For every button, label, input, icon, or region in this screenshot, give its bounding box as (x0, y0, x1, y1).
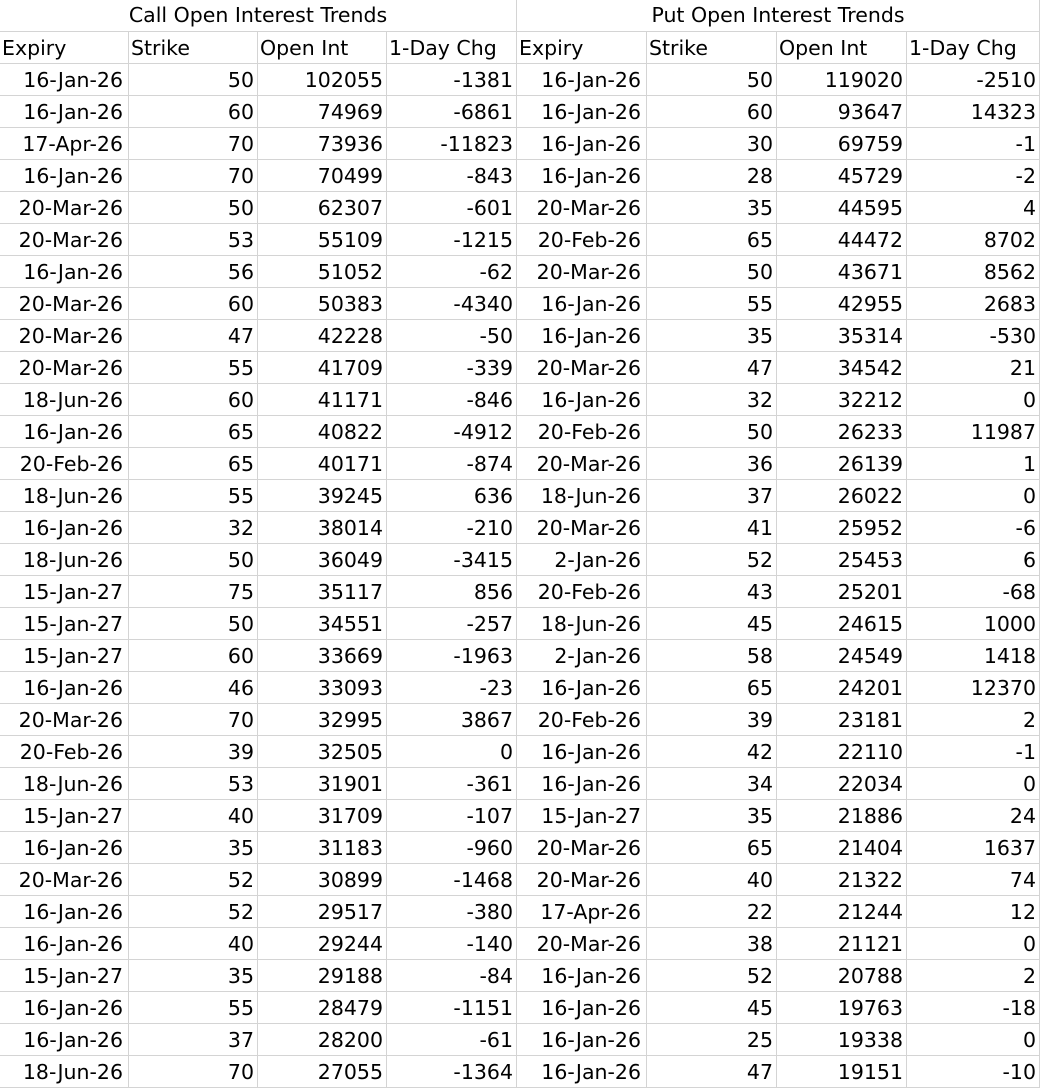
cell-call-1day-chg[interactable]: -50 (387, 320, 517, 352)
cell-put-strike[interactable]: 35 (647, 800, 777, 832)
cell-call-1day-chg[interactable]: -4912 (387, 416, 517, 448)
cell-put-open-int[interactable]: 19151 (777, 1056, 907, 1088)
cell-put-expiry[interactable]: 2-Jan-26 (517, 544, 647, 576)
cell-put-strike[interactable]: 38 (647, 928, 777, 960)
cell-put-open-int[interactable]: 26233 (777, 416, 907, 448)
cell-put-strike[interactable]: 43 (647, 576, 777, 608)
cell-put-1day-chg[interactable]: 2 (907, 960, 1040, 992)
cell-call-strike[interactable]: 50 (129, 64, 258, 96)
cell-put-strike[interactable]: 50 (647, 416, 777, 448)
cell-put-strike[interactable]: 40 (647, 864, 777, 896)
cell-call-strike[interactable]: 56 (129, 256, 258, 288)
cell-call-open-int[interactable]: 74969 (258, 96, 387, 128)
cell-put-open-int[interactable]: 42955 (777, 288, 907, 320)
cell-put-open-int[interactable]: 20788 (777, 960, 907, 992)
cell-call-expiry[interactable]: 18-Jun-26 (0, 480, 129, 512)
cell-put-strike[interactable]: 37 (647, 480, 777, 512)
cell-call-expiry[interactable]: 16-Jan-26 (0, 416, 129, 448)
cell-put-strike[interactable]: 60 (647, 96, 777, 128)
cell-put-open-int[interactable]: 24201 (777, 672, 907, 704)
cell-call-1day-chg[interactable]: -361 (387, 768, 517, 800)
cell-call-strike[interactable]: 35 (129, 832, 258, 864)
cell-put-1day-chg[interactable]: 0 (907, 768, 1040, 800)
cell-call-expiry[interactable]: 16-Jan-26 (0, 512, 129, 544)
cell-call-strike[interactable]: 37 (129, 1024, 258, 1056)
cell-call-expiry[interactable]: 18-Jun-26 (0, 384, 129, 416)
cell-call-strike[interactable]: 50 (129, 608, 258, 640)
cell-put-open-int[interactable]: 23181 (777, 704, 907, 736)
cell-put-open-int[interactable]: 69759 (777, 128, 907, 160)
cell-call-expiry[interactable]: 16-Jan-26 (0, 832, 129, 864)
cell-call-expiry[interactable]: 20-Mar-26 (0, 704, 129, 736)
cell-call-1day-chg[interactable]: -1468 (387, 864, 517, 896)
cell-put-strike[interactable]: 55 (647, 288, 777, 320)
cell-call-expiry[interactable]: 20-Mar-26 (0, 288, 129, 320)
cell-call-1day-chg[interactable]: -1364 (387, 1056, 517, 1088)
cell-put-1day-chg[interactable]: 1637 (907, 832, 1040, 864)
cell-put-1day-chg[interactable]: 2 (907, 704, 1040, 736)
cell-call-1day-chg[interactable]: 3867 (387, 704, 517, 736)
cell-put-1day-chg[interactable]: 21 (907, 352, 1040, 384)
cell-call-1day-chg[interactable]: -107 (387, 800, 517, 832)
cell-call-expiry[interactable]: 15-Jan-27 (0, 960, 129, 992)
cell-call-1day-chg[interactable]: -61 (387, 1024, 517, 1056)
cell-call-open-int[interactable]: 38014 (258, 512, 387, 544)
cell-put-open-int[interactable]: 43671 (777, 256, 907, 288)
cell-call-open-int[interactable]: 29244 (258, 928, 387, 960)
cell-put-expiry[interactable]: 16-Jan-26 (517, 960, 647, 992)
cell-put-expiry[interactable]: 20-Mar-26 (517, 864, 647, 896)
cell-call-expiry[interactable]: 16-Jan-26 (0, 992, 129, 1024)
cell-put-expiry[interactable]: 16-Jan-26 (517, 288, 647, 320)
cell-put-strike[interactable]: 65 (647, 224, 777, 256)
cell-call-1day-chg[interactable]: -874 (387, 448, 517, 480)
cell-call-expiry[interactable]: 20-Mar-26 (0, 320, 129, 352)
header-call-1day-chg[interactable]: 1-Day Chg (387, 32, 517, 64)
cell-call-strike[interactable]: 70 (129, 704, 258, 736)
cell-call-expiry[interactable]: 18-Jun-26 (0, 768, 129, 800)
cell-put-1day-chg[interactable]: -68 (907, 576, 1040, 608)
cell-call-expiry[interactable]: 15-Jan-27 (0, 800, 129, 832)
cell-call-open-int[interactable]: 35117 (258, 576, 387, 608)
cell-call-open-int[interactable]: 41709 (258, 352, 387, 384)
cell-put-open-int[interactable]: 25453 (777, 544, 907, 576)
cell-call-open-int[interactable]: 39245 (258, 480, 387, 512)
cell-put-expiry[interactable]: 20-Mar-26 (517, 256, 647, 288)
cell-call-strike[interactable]: 55 (129, 480, 258, 512)
cell-call-open-int[interactable]: 31901 (258, 768, 387, 800)
cell-call-strike[interactable]: 55 (129, 352, 258, 384)
cell-put-strike[interactable]: 58 (647, 640, 777, 672)
cell-put-expiry[interactable]: 20-Feb-26 (517, 576, 647, 608)
cell-call-expiry[interactable]: 16-Jan-26 (0, 928, 129, 960)
cell-put-strike[interactable]: 25 (647, 1024, 777, 1056)
cell-put-open-int[interactable]: 35314 (777, 320, 907, 352)
cell-call-strike[interactable]: 75 (129, 576, 258, 608)
cell-put-open-int[interactable]: 19338 (777, 1024, 907, 1056)
cell-put-strike[interactable]: 41 (647, 512, 777, 544)
cell-call-expiry[interactable]: 16-Jan-26 (0, 160, 129, 192)
cell-put-expiry[interactable]: 17-Apr-26 (517, 896, 647, 928)
cell-call-open-int[interactable]: 102055 (258, 64, 387, 96)
cell-put-expiry[interactable]: 16-Jan-26 (517, 768, 647, 800)
cell-call-open-int[interactable]: 50383 (258, 288, 387, 320)
cell-put-1day-chg[interactable]: 1000 (907, 608, 1040, 640)
cell-put-1day-chg[interactable]: 74 (907, 864, 1040, 896)
cell-call-open-int[interactable]: 33669 (258, 640, 387, 672)
cell-put-open-int[interactable]: 93647 (777, 96, 907, 128)
cell-put-strike[interactable]: 47 (647, 352, 777, 384)
cell-put-expiry[interactable]: 16-Jan-26 (517, 384, 647, 416)
cell-call-1day-chg[interactable]: -140 (387, 928, 517, 960)
cell-call-1day-chg[interactable]: -3415 (387, 544, 517, 576)
cell-call-expiry[interactable]: 20-Mar-26 (0, 224, 129, 256)
cell-put-1day-chg[interactable]: 0 (907, 1024, 1040, 1056)
cell-call-open-int[interactable]: 33093 (258, 672, 387, 704)
cell-call-strike[interactable]: 53 (129, 224, 258, 256)
cell-put-strike[interactable]: 39 (647, 704, 777, 736)
cell-put-expiry[interactable]: 20-Mar-26 (517, 832, 647, 864)
cell-put-1day-chg[interactable]: -1 (907, 128, 1040, 160)
cell-put-1day-chg[interactable]: -10 (907, 1056, 1040, 1088)
cell-put-open-int[interactable]: 119020 (777, 64, 907, 96)
cell-call-1day-chg[interactable]: -339 (387, 352, 517, 384)
cell-call-open-int[interactable]: 27055 (258, 1056, 387, 1088)
cell-put-expiry[interactable]: 16-Jan-26 (517, 64, 647, 96)
cell-put-strike[interactable]: 52 (647, 960, 777, 992)
cell-call-strike[interactable]: 47 (129, 320, 258, 352)
cell-call-strike[interactable]: 70 (129, 160, 258, 192)
cell-call-expiry[interactable]: 15-Jan-27 (0, 608, 129, 640)
cell-call-strike[interactable]: 60 (129, 96, 258, 128)
cell-put-strike[interactable]: 35 (647, 320, 777, 352)
cell-call-open-int[interactable]: 29517 (258, 896, 387, 928)
cell-put-open-int[interactable]: 21322 (777, 864, 907, 896)
cell-call-expiry[interactable]: 20-Feb-26 (0, 448, 129, 480)
cell-call-strike[interactable]: 50 (129, 192, 258, 224)
cell-put-open-int[interactable]: 45729 (777, 160, 907, 192)
put-title-cell[interactable]: Put Open Interest Trends (517, 0, 1040, 32)
cell-call-expiry[interactable]: 18-Jun-26 (0, 544, 129, 576)
header-put-1day-chg[interactable]: 1-Day Chg (907, 32, 1040, 64)
cell-put-strike[interactable]: 28 (647, 160, 777, 192)
cell-put-1day-chg[interactable]: -1 (907, 736, 1040, 768)
cell-put-expiry[interactable]: 15-Jan-27 (517, 800, 647, 832)
cell-put-expiry[interactable]: 20-Mar-26 (517, 448, 647, 480)
cell-call-strike[interactable]: 52 (129, 864, 258, 896)
cell-put-1day-chg[interactable]: 1 (907, 448, 1040, 480)
cell-put-expiry[interactable]: 20-Feb-26 (517, 704, 647, 736)
cell-put-1day-chg[interactable]: 11987 (907, 416, 1040, 448)
cell-put-expiry[interactable]: 20-Mar-26 (517, 352, 647, 384)
cell-call-strike[interactable]: 65 (129, 416, 258, 448)
cell-call-strike[interactable]: 65 (129, 448, 258, 480)
cell-call-1day-chg[interactable]: -84 (387, 960, 517, 992)
cell-put-expiry[interactable]: 16-Jan-26 (517, 736, 647, 768)
cell-put-strike[interactable]: 65 (647, 672, 777, 704)
cell-call-1day-chg[interactable]: -380 (387, 896, 517, 928)
cell-put-expiry[interactable]: 20-Feb-26 (517, 224, 647, 256)
cell-put-1day-chg[interactable]: 0 (907, 384, 1040, 416)
cell-put-strike[interactable]: 22 (647, 896, 777, 928)
cell-put-1day-chg[interactable]: 1418 (907, 640, 1040, 672)
cell-put-open-int[interactable]: 24549 (777, 640, 907, 672)
cell-call-strike[interactable]: 70 (129, 128, 258, 160)
cell-call-1day-chg[interactable]: -6861 (387, 96, 517, 128)
cell-call-1day-chg[interactable]: -601 (387, 192, 517, 224)
cell-call-1day-chg[interactable]: -62 (387, 256, 517, 288)
cell-call-expiry[interactable]: 20-Mar-26 (0, 352, 129, 384)
cell-put-1day-chg[interactable]: 24 (907, 800, 1040, 832)
cell-put-open-int[interactable]: 24615 (777, 608, 907, 640)
header-call-open-int[interactable]: Open Int (258, 32, 387, 64)
cell-put-expiry[interactable]: 16-Jan-26 (517, 128, 647, 160)
cell-call-1day-chg[interactable]: -1381 (387, 64, 517, 96)
cell-put-1day-chg[interactable]: 2683 (907, 288, 1040, 320)
cell-put-open-int[interactable]: 25952 (777, 512, 907, 544)
cell-call-strike[interactable]: 39 (129, 736, 258, 768)
cell-put-expiry[interactable]: 18-Jun-26 (517, 608, 647, 640)
cell-call-1day-chg[interactable]: -846 (387, 384, 517, 416)
cell-put-open-int[interactable]: 21886 (777, 800, 907, 832)
cell-call-strike[interactable]: 50 (129, 544, 258, 576)
cell-call-expiry[interactable]: 16-Jan-26 (0, 896, 129, 928)
cell-put-expiry[interactable]: 18-Jun-26 (517, 480, 647, 512)
cell-call-strike[interactable]: 32 (129, 512, 258, 544)
cell-call-strike[interactable]: 60 (129, 640, 258, 672)
cell-call-1day-chg[interactable]: -11823 (387, 128, 517, 160)
cell-call-strike[interactable]: 52 (129, 896, 258, 928)
cell-call-open-int[interactable]: 30899 (258, 864, 387, 896)
cell-call-1day-chg[interactable]: -1963 (387, 640, 517, 672)
cell-call-expiry[interactable]: 16-Jan-26 (0, 672, 129, 704)
cell-put-strike[interactable]: 65 (647, 832, 777, 864)
cell-put-1day-chg[interactable]: -2 (907, 160, 1040, 192)
cell-put-open-int[interactable]: 19763 (777, 992, 907, 1024)
cell-call-open-int[interactable]: 41171 (258, 384, 387, 416)
cell-put-1day-chg[interactable]: 12 (907, 896, 1040, 928)
header-put-open-int[interactable]: Open Int (777, 32, 907, 64)
cell-call-open-int[interactable]: 51052 (258, 256, 387, 288)
cell-call-1day-chg[interactable]: -4340 (387, 288, 517, 320)
cell-put-expiry[interactable]: 20-Mar-26 (517, 192, 647, 224)
cell-put-strike[interactable]: 30 (647, 128, 777, 160)
cell-put-open-int[interactable]: 21121 (777, 928, 907, 960)
header-put-expiry[interactable]: Expiry (517, 32, 647, 64)
cell-call-strike[interactable]: 35 (129, 960, 258, 992)
cell-call-1day-chg[interactable]: 0 (387, 736, 517, 768)
cell-put-expiry[interactable]: 20-Feb-26 (517, 416, 647, 448)
cell-put-1day-chg[interactable]: -530 (907, 320, 1040, 352)
cell-put-open-int[interactable]: 44595 (777, 192, 907, 224)
cell-put-open-int[interactable]: 32212 (777, 384, 907, 416)
cell-call-open-int[interactable]: 34551 (258, 608, 387, 640)
cell-put-open-int[interactable]: 26022 (777, 480, 907, 512)
cell-put-open-int[interactable]: 21244 (777, 896, 907, 928)
cell-put-expiry[interactable]: 20-Mar-26 (517, 928, 647, 960)
cell-put-1day-chg[interactable]: 0 (907, 928, 1040, 960)
cell-put-1day-chg[interactable]: -6 (907, 512, 1040, 544)
cell-call-1day-chg[interactable]: 856 (387, 576, 517, 608)
cell-call-open-int[interactable]: 73936 (258, 128, 387, 160)
cell-put-expiry[interactable]: 16-Jan-26 (517, 1056, 647, 1088)
cell-put-expiry[interactable]: 20-Mar-26 (517, 512, 647, 544)
cell-call-open-int[interactable]: 32995 (258, 704, 387, 736)
cell-call-1day-chg[interactable]: -210 (387, 512, 517, 544)
cell-put-1day-chg[interactable]: 0 (907, 480, 1040, 512)
cell-call-expiry[interactable]: 16-Jan-26 (0, 96, 129, 128)
cell-call-open-int[interactable]: 31709 (258, 800, 387, 832)
cell-put-expiry[interactable]: 16-Jan-26 (517, 160, 647, 192)
cell-call-open-int[interactable]: 32505 (258, 736, 387, 768)
cell-put-strike[interactable]: 35 (647, 192, 777, 224)
cell-put-1day-chg[interactable]: 6 (907, 544, 1040, 576)
cell-put-strike[interactable]: 45 (647, 608, 777, 640)
cell-call-open-int[interactable]: 28479 (258, 992, 387, 1024)
cell-put-1day-chg[interactable]: 14323 (907, 96, 1040, 128)
cell-put-open-int[interactable]: 34542 (777, 352, 907, 384)
cell-call-open-int[interactable]: 36049 (258, 544, 387, 576)
cell-call-1day-chg[interactable]: -960 (387, 832, 517, 864)
cell-call-strike[interactable]: 70 (129, 1056, 258, 1088)
cell-call-expiry[interactable]: 16-Jan-26 (0, 256, 129, 288)
cell-put-1day-chg[interactable]: -18 (907, 992, 1040, 1024)
cell-call-open-int[interactable]: 62307 (258, 192, 387, 224)
cell-put-strike[interactable]: 34 (647, 768, 777, 800)
cell-call-1day-chg[interactable]: -843 (387, 160, 517, 192)
cell-put-strike[interactable]: 32 (647, 384, 777, 416)
cell-call-expiry[interactable]: 20-Mar-26 (0, 192, 129, 224)
cell-call-strike[interactable]: 60 (129, 288, 258, 320)
cell-put-1day-chg[interactable]: 4 (907, 192, 1040, 224)
cell-call-expiry[interactable]: 16-Jan-26 (0, 1024, 129, 1056)
cell-put-1day-chg[interactable]: 12370 (907, 672, 1040, 704)
cell-call-1day-chg[interactable]: -257 (387, 608, 517, 640)
cell-put-expiry[interactable]: 16-Jan-26 (517, 96, 647, 128)
cell-put-1day-chg[interactable]: 8702 (907, 224, 1040, 256)
header-call-expiry[interactable]: Expiry (0, 32, 129, 64)
cell-put-strike[interactable]: 50 (647, 256, 777, 288)
cell-put-1day-chg[interactable]: 8562 (907, 256, 1040, 288)
header-put-strike[interactable]: Strike (647, 32, 777, 64)
cell-call-expiry[interactable]: 15-Jan-27 (0, 576, 129, 608)
cell-put-open-int[interactable]: 22034 (777, 768, 907, 800)
cell-put-open-int[interactable]: 25201 (777, 576, 907, 608)
cell-call-strike[interactable]: 40 (129, 928, 258, 960)
cell-put-expiry[interactable]: 2-Jan-26 (517, 640, 647, 672)
cell-call-open-int[interactable]: 40822 (258, 416, 387, 448)
cell-put-1day-chg[interactable]: -2510 (907, 64, 1040, 96)
cell-put-strike[interactable]: 36 (647, 448, 777, 480)
cell-put-strike[interactable]: 42 (647, 736, 777, 768)
cell-call-strike[interactable]: 55 (129, 992, 258, 1024)
cell-call-expiry[interactable]: 18-Jun-26 (0, 1056, 129, 1088)
cell-put-strike[interactable]: 47 (647, 1056, 777, 1088)
cell-call-open-int[interactable]: 40171 (258, 448, 387, 480)
cell-call-1day-chg[interactable]: -1215 (387, 224, 517, 256)
cell-call-expiry[interactable]: 17-Apr-26 (0, 128, 129, 160)
cell-call-open-int[interactable]: 31183 (258, 832, 387, 864)
cell-put-expiry[interactable]: 16-Jan-26 (517, 1024, 647, 1056)
cell-put-strike[interactable]: 50 (647, 64, 777, 96)
cell-call-open-int[interactable]: 55109 (258, 224, 387, 256)
header-call-strike[interactable]: Strike (129, 32, 258, 64)
cell-call-expiry[interactable]: 16-Jan-26 (0, 64, 129, 96)
cell-call-1day-chg[interactable]: -23 (387, 672, 517, 704)
cell-call-expiry[interactable]: 20-Feb-26 (0, 736, 129, 768)
cell-put-open-int[interactable]: 21404 (777, 832, 907, 864)
cell-call-strike[interactable]: 46 (129, 672, 258, 704)
cell-put-strike[interactable]: 45 (647, 992, 777, 1024)
cell-call-strike[interactable]: 60 (129, 384, 258, 416)
cell-put-expiry[interactable]: 16-Jan-26 (517, 992, 647, 1024)
cell-put-expiry[interactable]: 16-Jan-26 (517, 320, 647, 352)
cell-put-open-int[interactable]: 22110 (777, 736, 907, 768)
cell-put-open-int[interactable]: 44472 (777, 224, 907, 256)
cell-call-expiry[interactable]: 15-Jan-27 (0, 640, 129, 672)
cell-call-open-int[interactable]: 70499 (258, 160, 387, 192)
cell-put-strike[interactable]: 52 (647, 544, 777, 576)
cell-call-expiry[interactable]: 20-Mar-26 (0, 864, 129, 896)
cell-call-open-int[interactable]: 28200 (258, 1024, 387, 1056)
cell-call-1day-chg[interactable]: 636 (387, 480, 517, 512)
cell-call-open-int[interactable]: 29188 (258, 960, 387, 992)
cell-call-1day-chg[interactable]: -1151 (387, 992, 517, 1024)
cell-call-strike[interactable]: 53 (129, 768, 258, 800)
call-title-cell[interactable]: Call Open Interest Trends (0, 0, 517, 32)
cell-call-open-int[interactable]: 42228 (258, 320, 387, 352)
cell-put-expiry[interactable]: 16-Jan-26 (517, 672, 647, 704)
cell-put-open-int[interactable]: 26139 (777, 448, 907, 480)
cell-call-strike[interactable]: 40 (129, 800, 258, 832)
